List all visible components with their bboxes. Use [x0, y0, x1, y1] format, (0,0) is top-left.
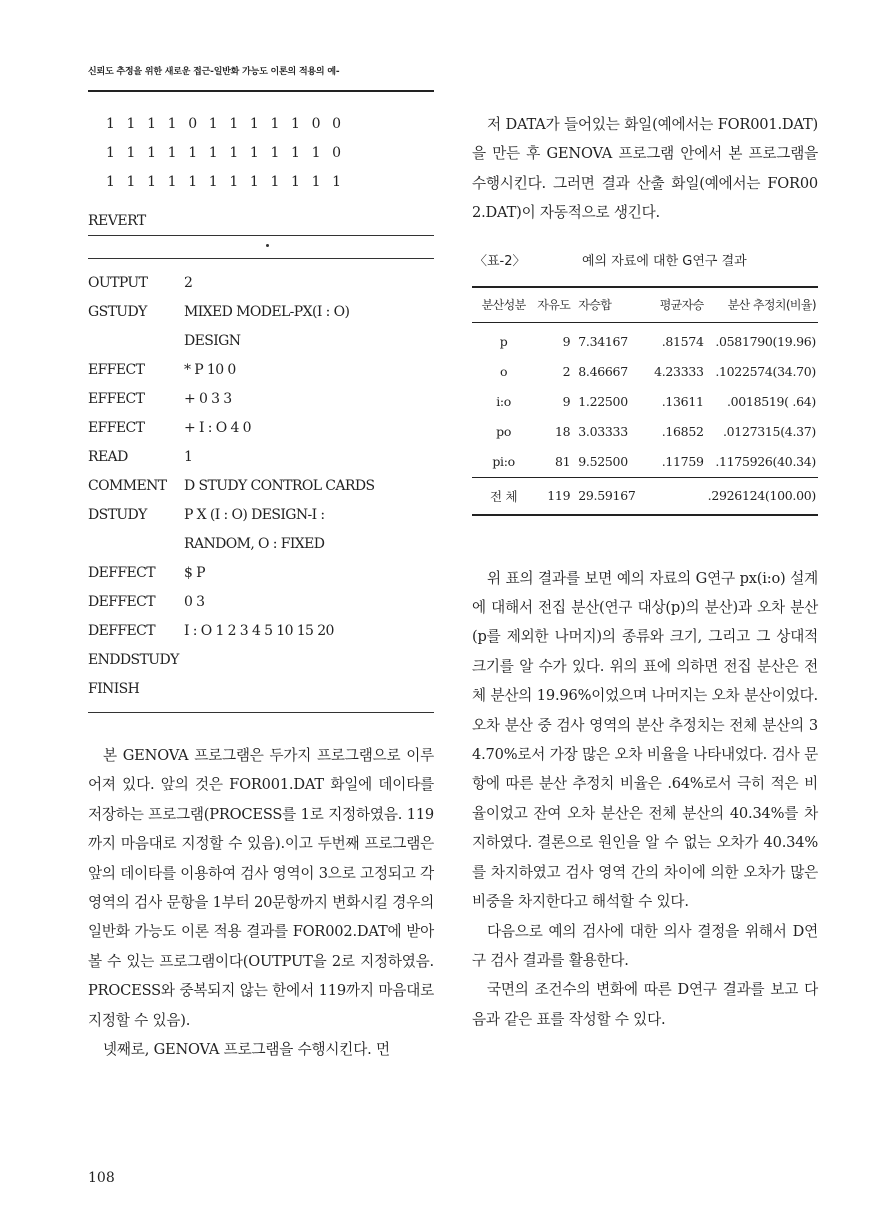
table-cell: 9	[562, 394, 571, 410]
table-label: 〈표-2〉	[474, 253, 526, 269]
card-keyword: EFFECT	[88, 391, 145, 407]
card-value: + I : O 4 0	[184, 420, 251, 436]
card-keyword: EFFECT	[88, 362, 145, 378]
left-body	[88, 741, 434, 1064]
table-cell: .1175926(40.34)	[715, 454, 816, 470]
table-header-row	[472, 287, 818, 323]
body-paragraph: 다음으로 예의 검사에 대한 의사 결정을 위해서 D연구 검사 결과를 활용한다.	[472, 922, 818, 969]
control-card-row	[88, 385, 434, 414]
card-keyword: OUTPUT	[88, 275, 148, 291]
stray-dot	[266, 244, 269, 247]
control-card-row	[88, 356, 434, 385]
card-keyword: DEFFECT	[88, 623, 155, 639]
column-header: 분산성분	[472, 287, 535, 323]
data-lines	[88, 110, 434, 197]
control-card-row	[88, 646, 434, 675]
revert-card: REVERT	[88, 213, 146, 229]
code-rule	[88, 712, 434, 713]
table-total-row	[472, 477, 818, 515]
column-header: 분산 추정치(비율)	[706, 287, 818, 323]
card-keyword: DSTUDY	[88, 507, 147, 523]
table-cell: 119	[535, 477, 572, 515]
card-value: + 0 3 3	[184, 391, 232, 407]
header-rule	[88, 90, 434, 92]
table-cell: .2926124(100.00)	[706, 477, 818, 515]
left-column	[88, 110, 434, 1064]
control-card-row	[88, 443, 434, 472]
data-line: 1 1 1 1 0 1 1 1 1 1 0 0	[106, 116, 345, 132]
card-keyword: DEFFECT	[88, 594, 155, 610]
table-cell: .11759	[661, 454, 704, 470]
card-value: I : O 1 2 3 4 5 10 15 20	[184, 623, 334, 639]
table-cell: 4.23333	[654, 364, 704, 380]
card-keyword: DEFFECT	[88, 565, 155, 581]
control-card-row	[88, 530, 434, 559]
control-card-row	[88, 617, 434, 646]
table-cell: 7.34167	[578, 334, 628, 350]
table-cell: .0581790(19.96)	[715, 334, 816, 350]
card-value: P X (I : O) DESIGN-I :	[184, 507, 325, 523]
card-value: RANDOM, O : FIXED	[184, 536, 325, 552]
control-card-row	[88, 588, 434, 617]
table-row	[472, 417, 818, 447]
table-title: 예의 자료에 대한 G연구 결과	[582, 253, 747, 269]
card-value: D STUDY CONTROL CARDS	[184, 478, 375, 494]
table-cell: .16852	[661, 424, 704, 440]
card-keyword: EFFECT	[88, 420, 145, 436]
card-value: * P 10 0	[184, 362, 236, 378]
body-paragraph: 넷째로, GENOVA 프로그램을 수행시킨다. 먼	[103, 1041, 390, 1059]
data-line: 1 1 1 1 1 1 1 1 1 1 1 0	[106, 145, 345, 161]
table-cell: 9.52500	[578, 454, 628, 470]
table-cell: i:o	[496, 394, 512, 410]
control-card-row	[88, 675, 434, 704]
table-row	[472, 387, 818, 417]
card-keyword: READ	[88, 449, 128, 465]
card-value	[184, 646, 434, 675]
running-head: 신뢰도 추정을 위한 새로운 접근-일반화 가능도 이론의 적용의 예-	[88, 67, 340, 77]
card-value: $ P	[184, 565, 205, 581]
table-cell: 전 체	[472, 477, 535, 515]
control-card-row	[88, 269, 434, 298]
card-value	[184, 675, 434, 704]
page-number: 108	[88, 1170, 115, 1186]
data-line: 1 1 1 1 1 1 1 1 1 1 1 1	[106, 174, 345, 190]
table-cell: pi:o	[492, 454, 515, 470]
card-keyword	[88, 530, 184, 559]
table-cell: 18	[554, 424, 571, 440]
table-cell: 1.22500	[578, 394, 628, 410]
card-value: MIXED MODEL-PX(I : O)	[184, 304, 350, 320]
table-cell: .0018519( .64)	[726, 394, 816, 410]
code-rule	[88, 258, 434, 259]
column-header: 평균자승	[645, 287, 706, 323]
table-cell: p	[499, 334, 508, 350]
control-card-row	[88, 298, 434, 327]
body-paragraph: 국면의 조건수의 변화에 따른 D연구 결과를 보고 다음과 같은 표를 작성할 수 있다.	[472, 981, 818, 1028]
table-row	[472, 447, 818, 478]
control-card-row	[88, 472, 434, 501]
g-study-table	[472, 286, 818, 516]
card-keyword	[88, 327, 184, 356]
card-value: DESIGN	[184, 333, 241, 349]
table-cell: .1022574(34.70)	[715, 364, 816, 380]
table-cell: 29.59167	[572, 477, 645, 515]
table-cell: 3.03333	[578, 424, 628, 440]
card-keyword: COMMENT	[88, 478, 167, 494]
right-body	[472, 564, 818, 1035]
table-cell: .0127315(4.37)	[722, 424, 816, 440]
table-row	[472, 357, 818, 387]
table-cell: .13611	[661, 394, 704, 410]
control-card-row	[88, 559, 434, 588]
body-paragraph: 위 표의 결과를 보면 예의 자료의 G연구 px(i:o) 설계에 대해서 전집 분산(연구 대상(p)의 분산)과 오차 분산(p를 제외한 나머지)의 종류와 크기, 그리고 그 상대적 크기를 알 수가 있다. 위의 표에 의하면 전집 분산은 전체 분산의 19.96%이었으며 나머지는 오차 분산이었다. 오차 분산 중 검사 영역의 분산 추정치는 전체 분산의 34.70%로서 가장 많은 오차 비율을 나타내었다. 검사 문항에 따른 분산 추정치 비율은 .64%로서 극히 적은 비율이었고 잔여 오차 분산은 전체 분산의 40.34%를 차지하였다. 결론으로 원인을 알 수 없는 오차가 40.34%를 차지하였고 검사 영역 간의 차이에 의한 오차가 많은 비중을 차지한다고 해석할 수 있다.	[472, 569, 818, 911]
table-cell	[645, 477, 706, 515]
table-cell: 8.46667	[578, 364, 628, 380]
column-header: 자승합	[572, 287, 645, 323]
card-value: 1	[184, 449, 193, 465]
control-card-row	[88, 501, 434, 530]
card-value: 2	[184, 275, 193, 291]
body-paragraph: 본 GENOVA 프로그램은 두가지 프로그램으로 이루어져 있다. 앞의 것은 FOR001.DAT 화일에 데이타를 저장하는 프로그램(PROCESS를 1로 지정하였음. 119까지 마음대로 지정할 수 있음).이고 두번째 프로그램은 앞의 데이타를 이용하여 검사 영역이 3으로 고정되고 각 영역의 검사 문항을 1부터 20문항까지 변화시킬 경우의 일반화 가능도 이론 적용 결과를 FOR002.DAT에 받아볼 수 있는 프로그램이다(OUTPUT을 2로 지정하였음. PROCESS와 중복되지 않는 한에서 119까지 마음대로 지정할 수 있음).	[88, 747, 434, 1029]
right-column	[472, 110, 818, 1034]
card-value: 0 3	[184, 594, 205, 610]
card-keyword: FINISH	[88, 681, 140, 697]
body-paragraph: 저 DATA가 들어있는 화일(예에서는 FOR001.DAT)을 만든 후 GENOVA 프로그램 안에서 본 프로그램을 수행시킨다. 그러면 결과 산출 화일(예에서는 FOR002.DAT)이 자동적으로 생긴다.	[472, 116, 818, 222]
control-card-row	[88, 327, 434, 356]
table-row	[472, 322, 818, 357]
card-keyword: ENDDSTUDY	[88, 652, 179, 668]
table-cell: 9	[562, 334, 571, 350]
control-card-row	[88, 414, 434, 443]
table-cell: po	[496, 424, 512, 440]
table-cell: 81	[554, 454, 571, 470]
card-keyword: GSTUDY	[88, 304, 147, 320]
table-cell: o	[500, 364, 508, 380]
table-caption	[472, 250, 818, 274]
column-header: 자유도	[535, 287, 572, 323]
control-cards	[88, 269, 434, 704]
table-cell: .81574	[661, 334, 704, 350]
table-cell: 2	[562, 364, 571, 380]
